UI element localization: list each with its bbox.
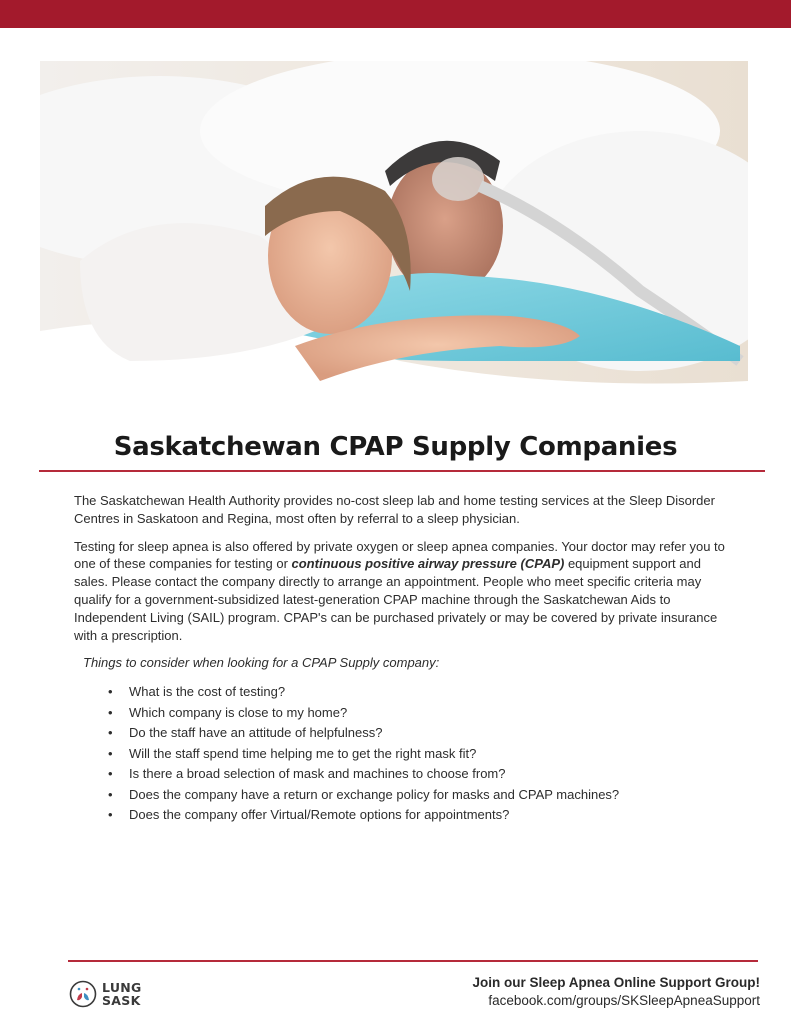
testing-paragraph (74, 538, 734, 645)
list-item: • Which company is close to my home? (108, 703, 734, 724)
list-item: • Will the staff spend time helping me to get the right mask fit? (108, 744, 734, 765)
couple-sleeping-with-cpap-mask-photo (40, 61, 748, 425)
page-title: Saskatchewan CPAP Supply Companies (113, 432, 678, 462)
testing-paragraph-text-end: equipment support and sales. Please contact the company directly to arrange an appointment. People who meet specific criteria may qualify for a government-subsidized latest-generation CPAP machine through the Saskatchewan Aids to Independent Living (SAIL) program. CPAP's can be purchased privately or may be covered by private insurance with a prescription. (74, 556, 718, 643)
list-item: • Does the company offer Virtual/Remote options for appointments? (108, 805, 734, 826)
support-group-cta: Join our Sleep Apnea Online Support Group! (472, 975, 760, 990)
lung-sask-logo (69, 980, 159, 1010)
top-accent-band (0, 0, 791, 28)
hero-photo (40, 61, 748, 425)
lung-sask-logo-icon (69, 980, 97, 1008)
logo-line-1: LUNG (102, 980, 142, 995)
logo-line-2: SASK (102, 993, 141, 1008)
support-group-promo (472, 974, 760, 1010)
considerations-lead: Things to consider when looking for a CPAP Supply company: (83, 655, 440, 671)
list-item: • Does the company have a return or exchange policy for masks and CPAP machines? (108, 785, 734, 806)
support-group-link[interactable]: facebook.com/groups/SKSleepApneaSupport (488, 993, 760, 1008)
intro-paragraph: The Saskatchewan Health Authority provides no-cost sleep lab and home testing services at the Sleep Disorder Centres in Saskatoon and Regina, most often by referral to a sleep physician. (74, 493, 715, 526)
footer-divider (68, 960, 758, 962)
title-divider (39, 470, 765, 472)
testing-paragraph-text-start: Testing for sleep apnea is also offered by private oxygen or sleep apnea companies. Your doctor may refer you to one of these companies for testing or (74, 538, 725, 572)
list-item: • Is there a broad selection of mask and machines to choose from? (108, 764, 734, 785)
cpap-emphasis: continuous positive airway pressure (CPAP) (291, 556, 565, 572)
body-content (74, 492, 734, 826)
list-item: • Do the staff have an attitude of helpfulness? (108, 723, 734, 744)
considerations-list (108, 682, 734, 826)
logo-wordmark (102, 981, 142, 1007)
list-item: • What is the cost of testing? (108, 682, 734, 703)
